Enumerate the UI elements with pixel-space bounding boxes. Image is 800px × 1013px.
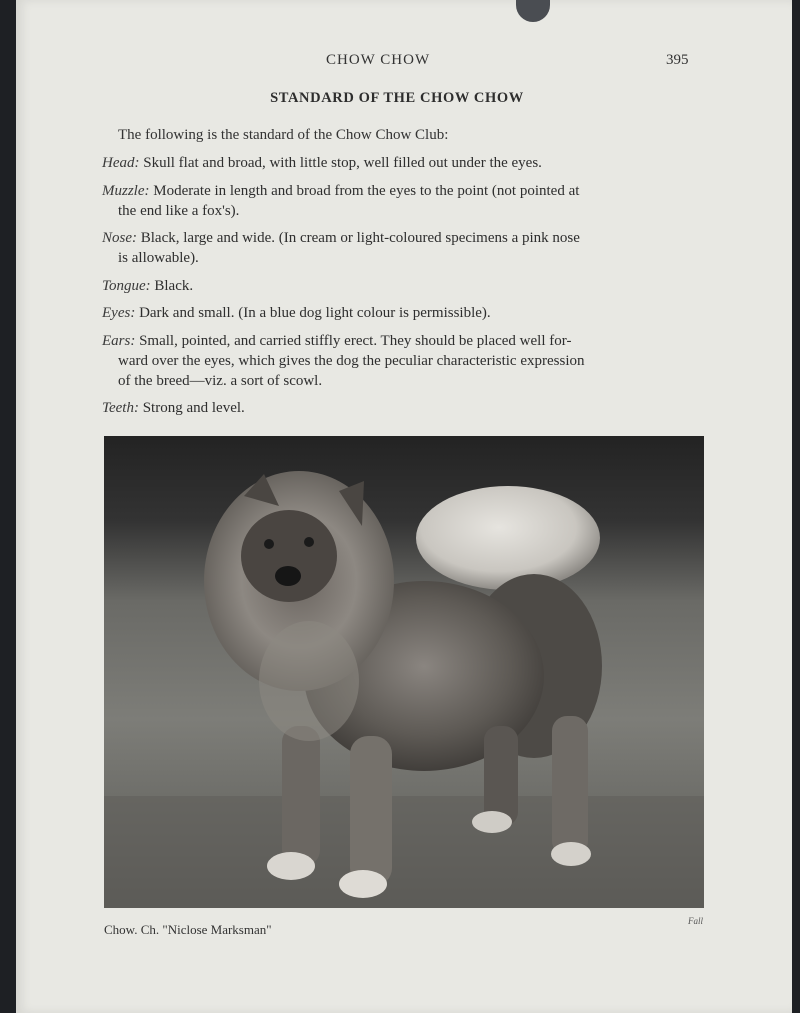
standard-entry-tongue (102, 276, 702, 296)
entry-text: Strong and level. (142, 400, 245, 416)
entry-text-continued: the end like a fox's). (118, 203, 240, 219)
entry-text: Dark and small. (In a blue dog light colour is permissible). (139, 305, 491, 321)
binding-hole (516, 0, 550, 22)
entry-term: Teeth: (102, 400, 139, 416)
entry-text-continued: is allowable). (118, 250, 199, 266)
entry-term: Eyes: (102, 305, 136, 321)
entry-text-continued: ward over the eyes, which gives the dog the peculiar characteristic expression (118, 353, 585, 369)
section-heading: STANDARD OF THE CHOW CHOW (270, 90, 524, 106)
photo-credit: Fall (688, 916, 703, 926)
entry-text: Black. (154, 278, 194, 294)
dog-photograph (104, 436, 704, 908)
entry-text: Black, large and wide. (In cream or light-coloured specimens a pink nose (140, 230, 580, 246)
entry-term: Tongue: (102, 278, 151, 294)
standard-entry-ears (102, 331, 702, 391)
entry-term: Nose: (102, 230, 137, 246)
standard-entry-eyes (102, 303, 702, 323)
standard-entry-muzzle (102, 181, 702, 221)
entry-text-continued: of the breed—viz. a sort of scowl. (118, 373, 323, 389)
running-head: CHOW CHOW (326, 52, 431, 68)
entry-text: Skull flat and broad, with little stop, well filled out under the eyes. (143, 155, 542, 171)
standard-entry-teeth (102, 398, 702, 418)
photo-caption: Chow. Ch. "Niclose Marksman" (104, 922, 272, 937)
standard-entry-nose (102, 228, 702, 268)
intro-paragraph: The following is the standard of the Chow Chow Club: (118, 127, 449, 143)
entry-term: Ears: (102, 333, 136, 349)
standard-entry-head (102, 153, 702, 173)
entry-text: Moderate in length and broad from the eyes to the point (not pointed at (153, 183, 580, 199)
page-number: 395 (666, 52, 689, 68)
entry-term: Head: (102, 155, 140, 171)
entry-term: Muzzle: (102, 183, 150, 199)
entry-text: Small, pointed, and carried stiffly erect. They should be placed well for- (139, 333, 572, 349)
dog-illustration (104, 436, 704, 908)
